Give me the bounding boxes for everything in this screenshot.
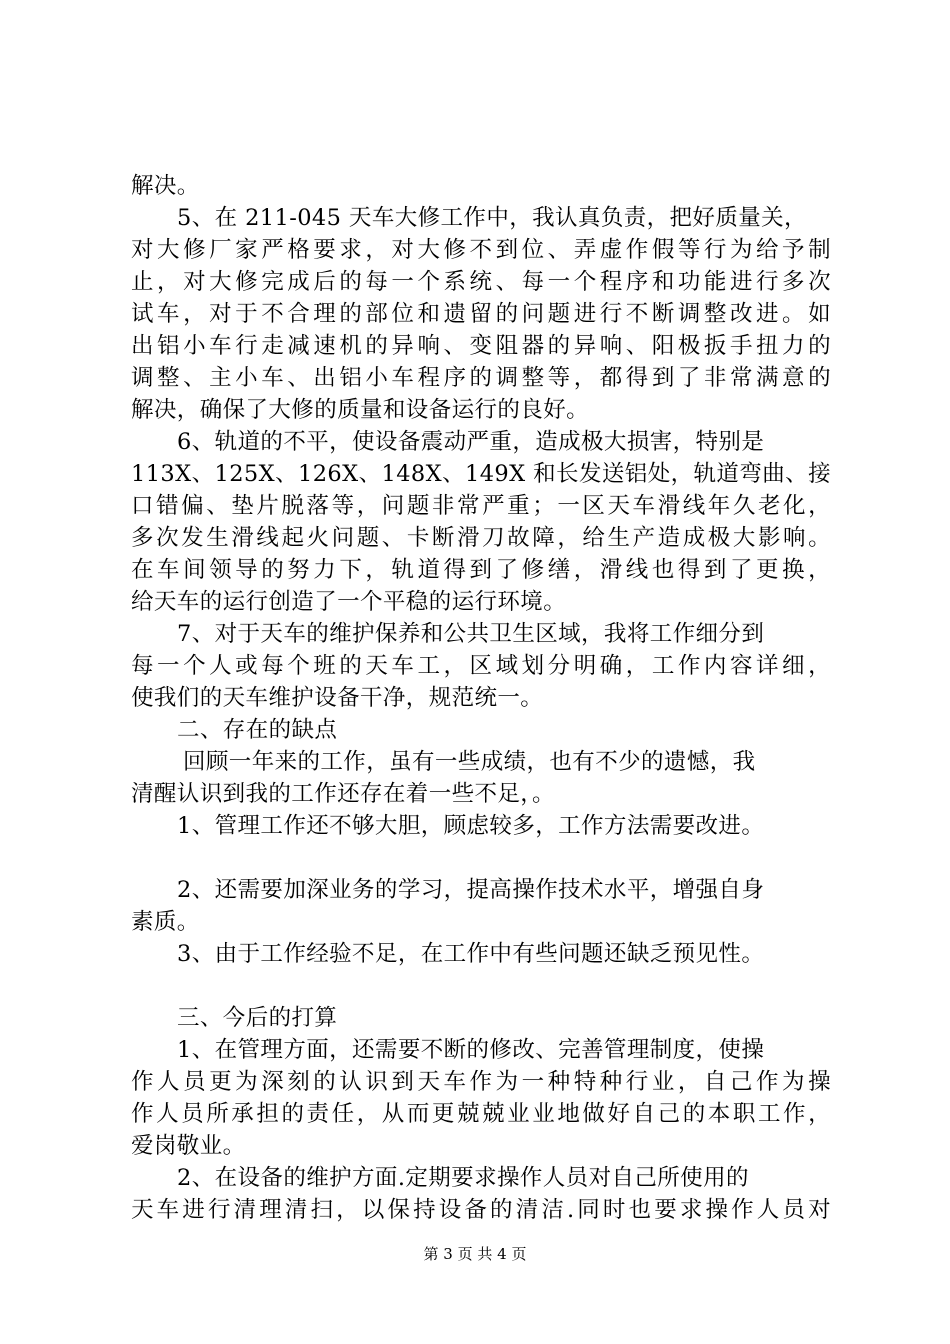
text-line: 天车进行清理清扫，以保持设备的清洁.同时也要求操作人员对 — [131, 1197, 831, 1223]
blank-line — [131, 842, 831, 874]
section-heading: 二、存在的缺点 — [177, 717, 338, 743]
text-line: 作人员所承担的责任，从而更兢兢业业地做好自己的本职工作， — [131, 1101, 831, 1127]
text-line: 7、对于天车的维护保养和公共卫生区域，我将工作细分到 — [177, 621, 765, 647]
text-line: 解决。 — [131, 173, 200, 199]
text-line: 在车间领导的努力下，轨道得到了修缮，滑线也得到了更换， — [131, 557, 831, 583]
text-line: 作人员更为深刻的认识到天车作为一种特种行业，自己作为操 — [131, 1069, 831, 1095]
text-line: 给天车的运行创造了一个平稳的运行环境。 — [131, 589, 567, 615]
section-heading: 三、今后的打算 — [177, 1005, 338, 1031]
text-line: 回顾一年来的工作，虽有一些成绩，也有不少的遗憾，我 — [183, 749, 756, 775]
text-line: 2、在设备的维护方面.定期要求操作人员对自己所使用的 — [177, 1165, 749, 1191]
text-line: 调整、主小车、出铝小车程序的调整等，都得到了非常满意的 — [131, 365, 831, 391]
text-line: 爱岗敬业。 — [131, 1133, 246, 1159]
text-line: 清醒认识到我的工作还存在着一些不足，。 — [131, 781, 555, 807]
text-line: 多次发生滑线起火问题、卡断滑刀故障，给生产造成极大影响。 — [131, 525, 831, 551]
text-line: 使我们的天车维护设备干净，规范统一。 — [131, 685, 544, 711]
text-line: 解决，确保了大修的质量和设备运行的良好。 — [131, 397, 590, 423]
text-line: 1、管理工作还不够大胆，顾虑较多，工作方法需要改进。 — [177, 813, 765, 839]
text-line: 113X、125X、126X、148X、149X 和长发送铝处，轨道弯曲、接 — [131, 461, 831, 487]
page-footer: 第 3 页 共 4 页 — [423, 1245, 527, 1263]
document-body — [131, 170, 831, 1226]
text-line: 3、由于工作经验不足，在工作中有些问题还缺乏预见性。 — [177, 941, 765, 967]
text-line: 2、还需要加深业务的学习，提高操作技术水平，增强自身 — [177, 877, 765, 903]
text-line: 素质。 — [131, 909, 200, 935]
blank-line — [131, 970, 831, 1002]
text-line: 每一个人或每个班的天车工，区域划分明确，工作内容详细， — [131, 653, 831, 679]
text-line: 口错偏、垫片脱落等，问题非常严重；一区天车滑线年久老化， — [131, 493, 831, 519]
text-line: 止，对大修完成后的每一个系统、每一个程序和功能进行多次 — [131, 269, 831, 295]
text-line: 5、在 211-045 天车大修工作中，我认真负责，把好质量关， — [177, 205, 807, 231]
text-line: 1、在管理方面，还需要不断的修改、完善管理制度，使操 — [177, 1037, 765, 1063]
text-line: 6、轨道的不平，使设备震动严重，造成极大损害，特别是 — [177, 429, 765, 455]
text-line: 试车，对于不合理的部位和遗留的问题进行不断调整改进。如 — [131, 301, 831, 327]
text-line: 出铝小车行走减速机的异响、变阻器的异响、阳极扳手扭力的 — [131, 333, 831, 359]
text-line: 对大修厂家严格要求，对大修不到位、弄虚作假等行为给予制 — [131, 237, 831, 263]
